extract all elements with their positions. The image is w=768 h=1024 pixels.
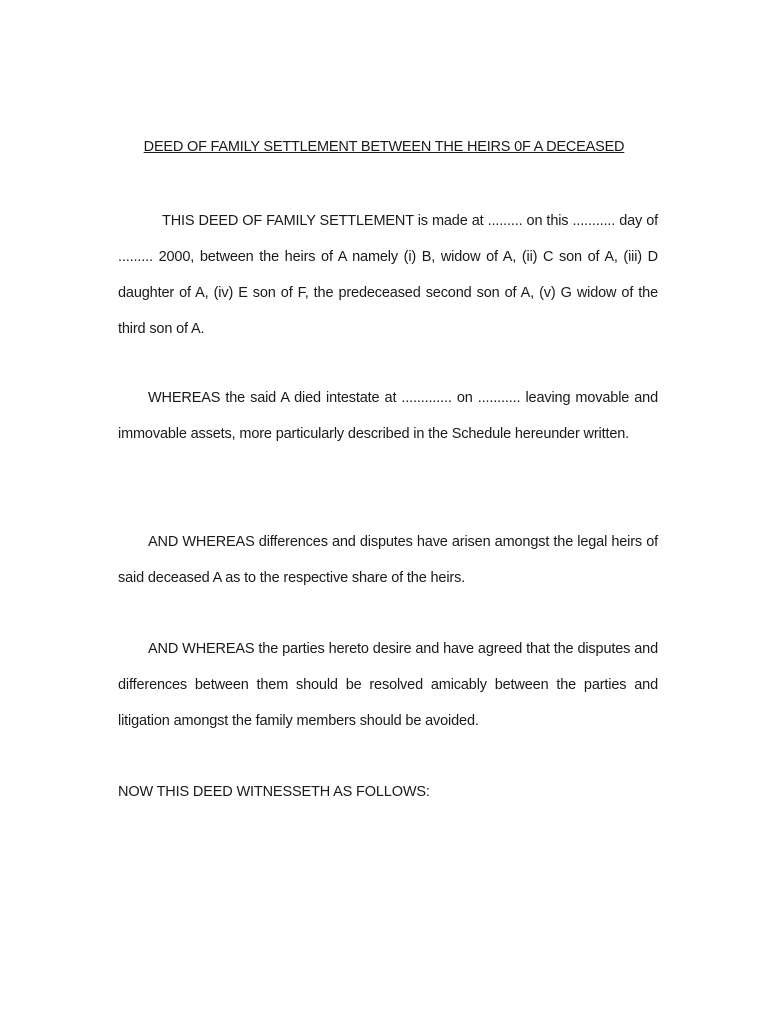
recital-paragraph-intestate: WHEREAS the said A died intestate at ............. on ........... leaving movable and immovable assets, more particularly described in the Schedule hereunder written. [118, 390, 658, 442]
document-title: DEED OF FAMILY SETTLEMENT BETWEEN THE HEIRS 0F A DECEASED [143, 139, 625, 155]
recital-paragraph-agreement: AND WHEREAS the parties hereto desire and have agreed that the disputes and differences between them should be resolved amicably between the parties and litigation amongst the family members should be avoided. [118, 641, 658, 729]
recital-paragraph-parties: THIS DEED OF FAMILY SETTLEMENT is made at ......... on this ........... day of ......... 2000, between the heirs of A namely (i) B, widow of A, (ii) C son of A, (iii) D daughter of A, (iv) E son of F, the predeceased second son of A, (v) G widow of the third son of A. [118, 213, 658, 337]
witnesseth-heading: NOW THIS DEED WITNESSETH AS FOLLOWS: [118, 784, 430, 800]
recital-paragraph-disputes: AND WHEREAS differences and disputes have arisen amongst the legal heirs of said deceased A as to the respective share of the heirs. [118, 534, 658, 586]
